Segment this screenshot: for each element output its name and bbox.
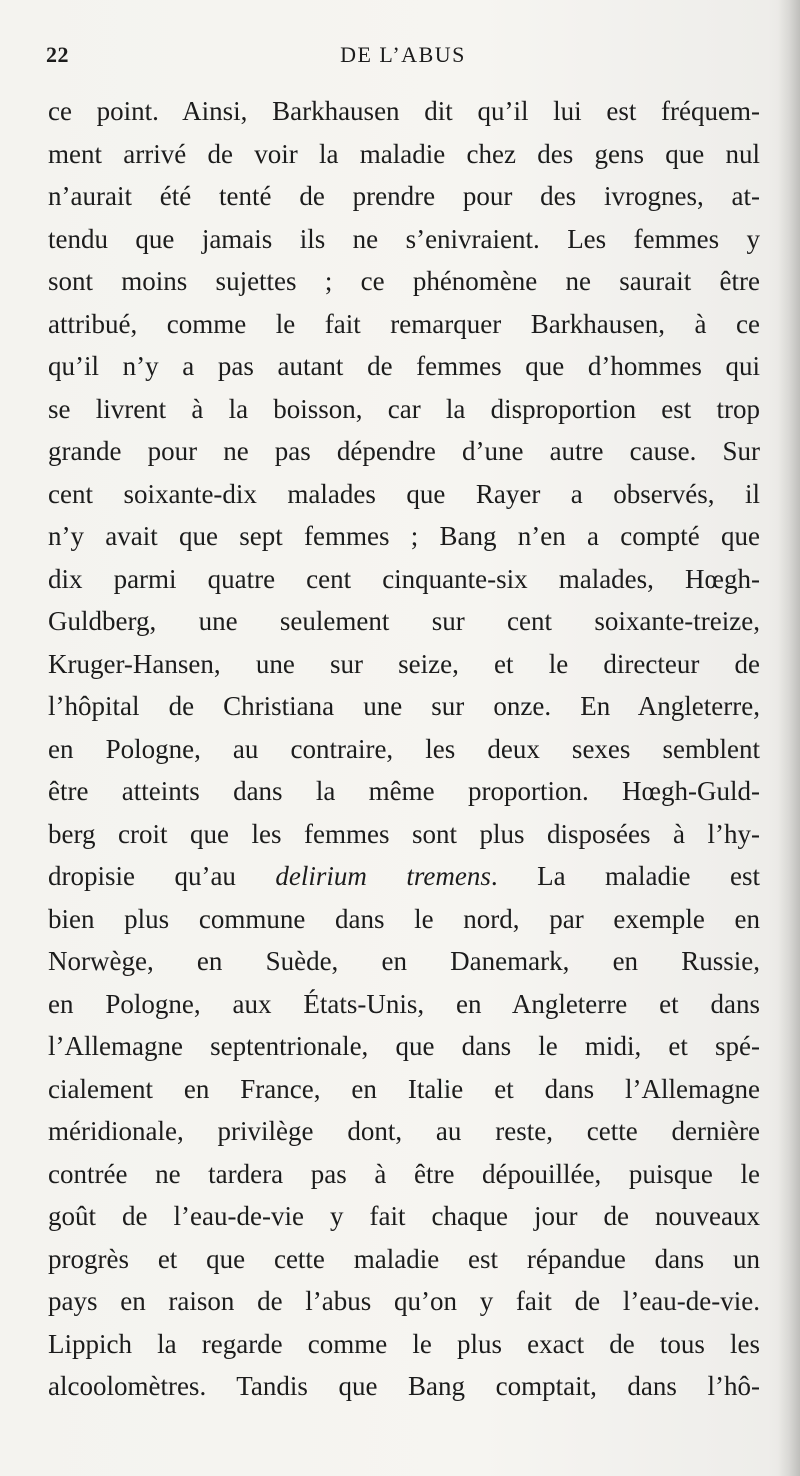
text-line: n’aurait été tenté de prendre pour des ivrognes, at- xyxy=(48,181,760,211)
text-line: tendu que jamais ils ne s’enivraient. Les femmes y xyxy=(48,223,760,254)
text-line: grande pour ne pas dépendre d’une autre cause. Sur xyxy=(48,436,760,466)
text-line: méridionale, privilège dont, au reste, cette dernière xyxy=(48,1116,760,1146)
text-line: en Pologne, au contraire, les deux sexes semblent xyxy=(48,733,760,764)
text-line: attribué, comme le fait remarquer Barkhausen, à ce xyxy=(48,308,760,339)
text-line: dix parmi quatre cent cinquante-six malades, Hœgh- xyxy=(48,563,760,594)
text-line: être atteints dans la même proportion. Hœgh-Guld- xyxy=(48,776,760,806)
italic-term: delirium tremens xyxy=(275,861,491,891)
text-line: berg croit que les femmes sont plus disposées à l’hy- xyxy=(48,818,760,849)
text-line: qu’il n’y a pas autant de femmes que d’hommes qui xyxy=(48,351,760,381)
page-header xyxy=(46,42,760,76)
text-line: progrès et que cette maladie est répandue dans un xyxy=(48,1243,760,1274)
text-line: en Pologne, aux États-Unis, en Angleterre et dans xyxy=(48,988,760,1019)
text-line: Lippich la regarde comme le plus exact de tous les xyxy=(48,1328,760,1359)
text-line: Norwège, en Suède, en Danemark, en Russie, xyxy=(48,946,760,976)
page-number: 22 xyxy=(46,42,69,67)
text-line: Kruger-Hansen, une sur seize, et le directeur de xyxy=(48,648,760,679)
text-line: dropisie qu’au delirium tremens. La maladie est xyxy=(48,861,760,891)
text-line: ment arrivé de voir la maladie chez des gens que nul xyxy=(48,138,760,169)
text-line: l’hôpital de Christiana une sur onze. En Angleterre, xyxy=(48,691,760,721)
text-line: ce point. Ainsi, Barkhausen dit qu’il lui est fréquem- xyxy=(48,96,760,126)
text-line: bien plus commune dans le nord, par exemple en xyxy=(48,903,760,934)
text-line: Guldberg, une seulement sur cent soixante-treize, xyxy=(48,606,760,636)
text-line: cialement en France, en Italie et dans l’Allemagne xyxy=(48,1073,760,1104)
page-edge-shadow xyxy=(778,0,800,1476)
text-line: sont moins sujettes ; ce phénomène ne saurait être xyxy=(48,266,760,296)
text-line: contrée ne tardera pas à être dépouillée, puisque le xyxy=(48,1158,760,1189)
text-line: alcoolomètres. Tandis que Bang comptait, dans l’hô- xyxy=(48,1371,760,1401)
text-line: l’Allemagne septentrionale, que dans le midi, et spé- xyxy=(48,1031,760,1061)
text-line: goût de l’eau-de-vie y fait chaque jour de nouveaux xyxy=(48,1201,760,1231)
running-head: DE L’ABUS xyxy=(340,42,466,67)
text-line: cent soixante-dix malades que Rayer a observés, il xyxy=(48,478,760,509)
text-line: se livrent à la boisson, car la disproportion est trop xyxy=(48,393,760,424)
body-text xyxy=(48,90,760,1408)
text-line: pays en raison de l’abus qu’on y fait de l’eau-de-vie. xyxy=(48,1286,760,1316)
text-line: n’y avait que sept femmes ; Bang n’en a compté que xyxy=(48,521,760,551)
